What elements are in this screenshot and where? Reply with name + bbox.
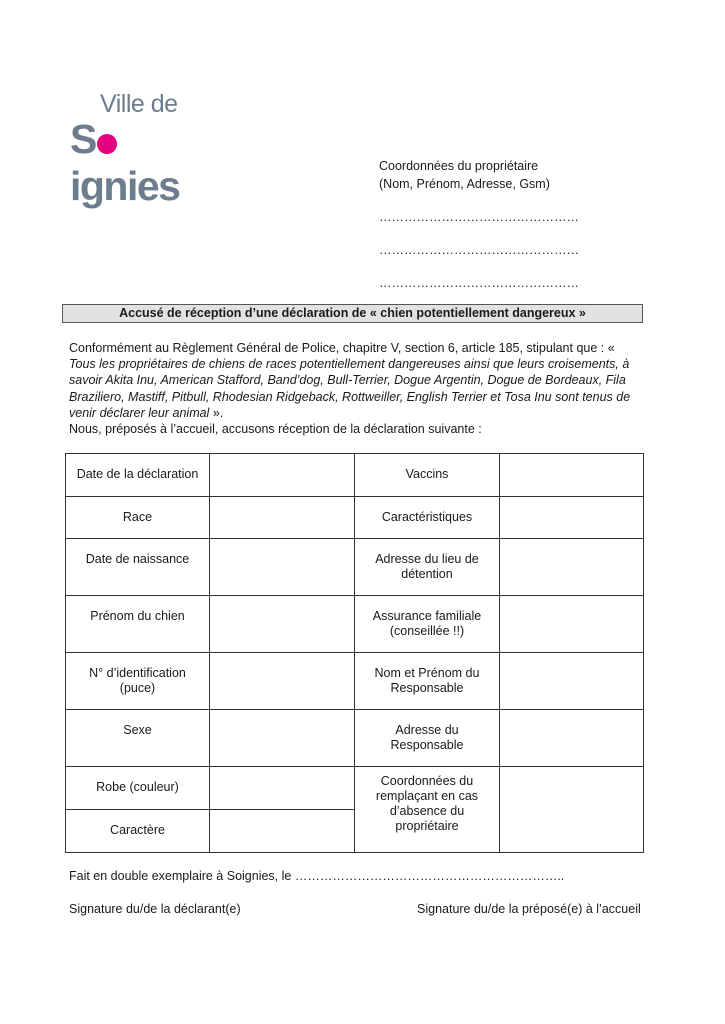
logo-pink-dot-icon <box>97 134 117 154</box>
fait-en-double-line: Fait en double exemplaire à Soignies, le ……………………………………………………….. <box>69 869 565 883</box>
field-remplacant[interactable] <box>500 767 644 853</box>
label-robe: Robe (couleur) <box>66 767 210 810</box>
declaration-table <box>65 453 644 853</box>
table-row <box>66 454 644 497</box>
table-row <box>66 596 644 653</box>
table-row <box>66 767 644 810</box>
field-date-declaration[interactable] <box>210 454 355 497</box>
table-row <box>66 539 644 596</box>
para-line2: Nous, préposés à l’accueil, accusons réception de la déclaration suivante : <box>69 422 482 437</box>
label-prenom-chien: Prénom du chien <box>66 596 210 653</box>
owner-subtitle: (Nom, Prénom, Adresse, Gsm) <box>379 177 550 191</box>
field-robe[interactable] <box>210 767 355 810</box>
owner-block <box>379 157 579 292</box>
para-intro: Conformément au Règlement Général de Police, chapitre V, section 6, article 185, stipulant que : « <box>69 341 615 355</box>
label-date-naissance: Date de naissance <box>66 539 210 596</box>
field-caractere[interactable] <box>210 810 355 853</box>
field-identification[interactable] <box>210 653 355 710</box>
field-sexe[interactable] <box>210 710 355 767</box>
label-assurance: Assurance familiale (conseillée !!) <box>355 596 500 653</box>
table-row <box>66 497 644 539</box>
field-adresse-detention[interactable] <box>500 539 644 596</box>
para-close: ». <box>209 405 224 420</box>
label-date-declaration: Date de la déclaration <box>66 454 210 497</box>
field-date-naissance[interactable] <box>210 539 355 596</box>
field-adresse-responsable[interactable] <box>500 710 644 767</box>
logo-line2-start: S <box>70 116 96 162</box>
field-caracteristiques[interactable] <box>500 497 644 539</box>
signature-prepose: Signature du/de la préposé(e) à l’accueil <box>417 902 641 916</box>
label-sexe: Sexe <box>66 710 210 767</box>
field-assurance[interactable] <box>500 596 644 653</box>
label-vaccins: Vaccins <box>355 454 500 497</box>
owner-dotted-line-1: ………………………………………… <box>379 210 579 224</box>
field-vaccins[interactable] <box>500 454 644 497</box>
label-adresse-detention: Adresse du lieu de détention <box>355 539 500 596</box>
signature-declarant: Signature du/de la déclarant(e) <box>69 902 241 916</box>
document-title-banner: Accusé de réception d’une déclaration de « chien potentiellement dangereux » <box>62 304 643 323</box>
label-nom-responsable: Nom et Prénom du Responsable <box>355 653 500 710</box>
para-italic-quote: Tous les propriétaires de chiens de races potentiellement dangereuses ainsi que leurs croisements, à savoir Akita Inu, American Stafford, Band’dog, Bull-Terrier, Dogue Argentin, Dogue de Bordeaux, Fila Braziliero, Mastiff, Pitbull, Rhodesian Ridgeback, Rottweiller, English Terrier et Tosa Inu sont tenus de venir déclarer leur animal <box>69 357 631 420</box>
label-caractere: Caractère <box>66 810 210 853</box>
field-nom-responsable[interactable] <box>500 653 644 710</box>
label-adresse-responsable: Adresse du Responsable <box>355 710 500 767</box>
owner-title: Coordonnées du propriétaire <box>379 159 539 173</box>
label-caracteristiques: Caractéristiques <box>355 497 500 539</box>
table-row <box>66 653 644 710</box>
regulation-paragraph <box>69 340 644 437</box>
label-remplacant: Coordonnées du remplaçant en cas d’absence du propriétaire <box>355 767 500 853</box>
table-row <box>66 710 644 767</box>
field-race[interactable] <box>210 497 355 539</box>
owner-dotted-line-3: ………………………………………… <box>379 276 579 290</box>
owner-dotted-line-2: ………………………………………… <box>379 243 579 257</box>
field-prenom-chien[interactable] <box>210 596 355 653</box>
logo-line2 <box>70 116 220 210</box>
label-race: Race <box>66 497 210 539</box>
logo <box>70 90 220 209</box>
logo-line2-end: ignies <box>70 163 180 209</box>
logo-line1: Ville de <box>100 90 178 118</box>
label-identification: N° d’identification (puce) <box>66 653 210 710</box>
